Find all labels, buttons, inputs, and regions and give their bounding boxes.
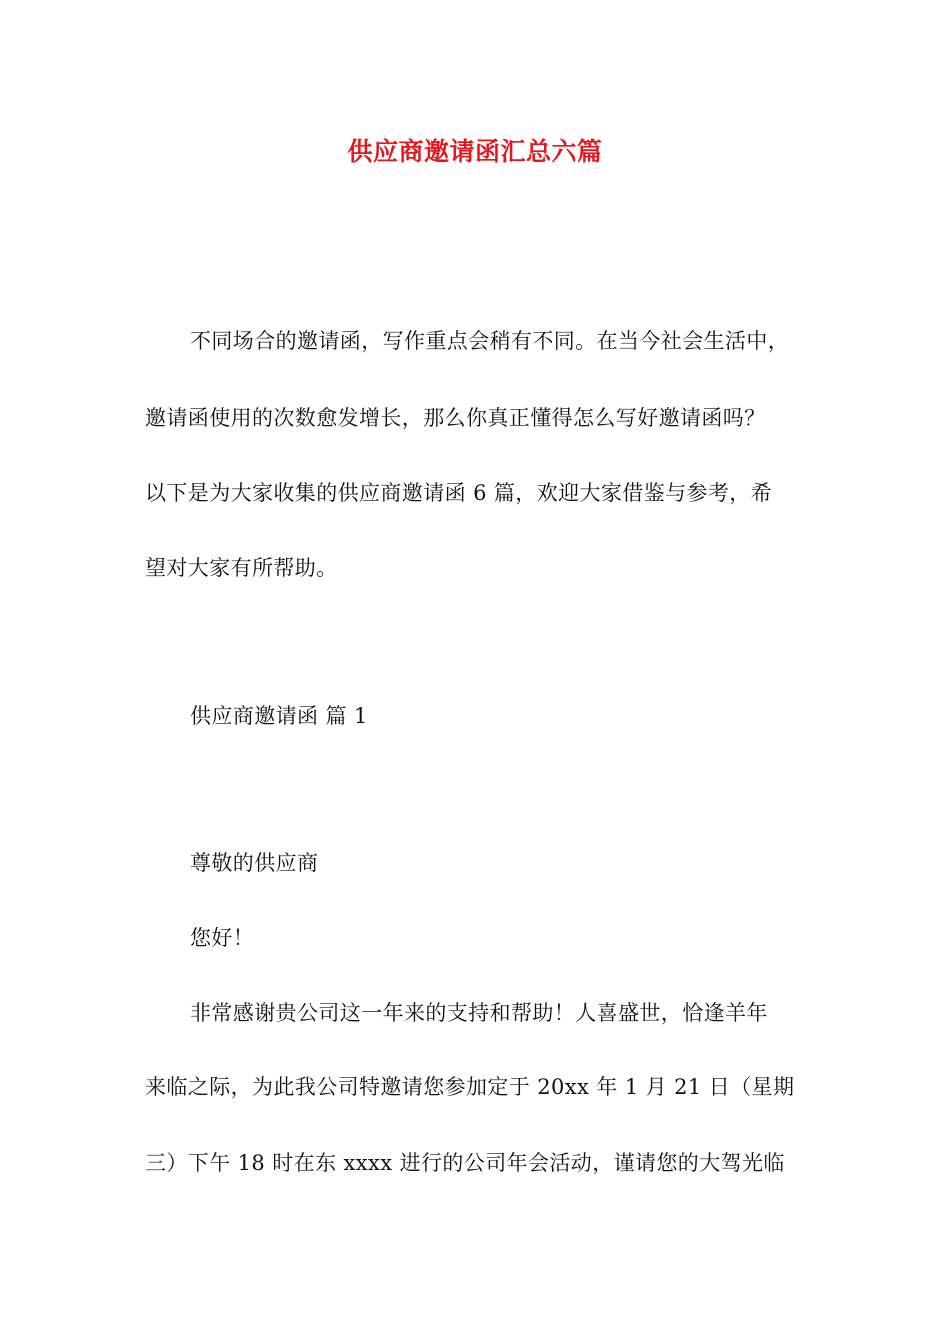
- intro-line: 邀请函使用的次数愈发增长，那么你真正懂得怎么写好邀请函吗？: [145, 406, 766, 430]
- document-title: 供应商邀请函汇总六篇: [347, 137, 603, 166]
- body-line: 来临之际，为此我公司特邀请您参加定于 20xx 年 1 月 21 日（星期: [145, 1075, 795, 1099]
- body-line: 三）下午 18 时在东 xxxx 进行的公司年会活动，谨请您的大驾光临: [145, 1151, 785, 1175]
- greeting: 您好！: [190, 926, 255, 950]
- intro-line: 以下是为大家收集的供应商邀请函 6 篇，欢迎大家借鉴与参考，希: [145, 481, 773, 505]
- section-heading: 供应商邀请函 篇 1: [190, 704, 368, 728]
- intro-line: 不同场合的邀请函，写作重点会稍有不同。在当今社会生活中，: [190, 329, 790, 353]
- body-line: 非常感谢贵公司这一年来的支持和帮助！人喜盛世，恰逢羊年: [190, 1001, 768, 1025]
- intro-line: 望对大家有所帮助。: [145, 556, 338, 580]
- salutation: 尊敬的供应商: [190, 851, 319, 875]
